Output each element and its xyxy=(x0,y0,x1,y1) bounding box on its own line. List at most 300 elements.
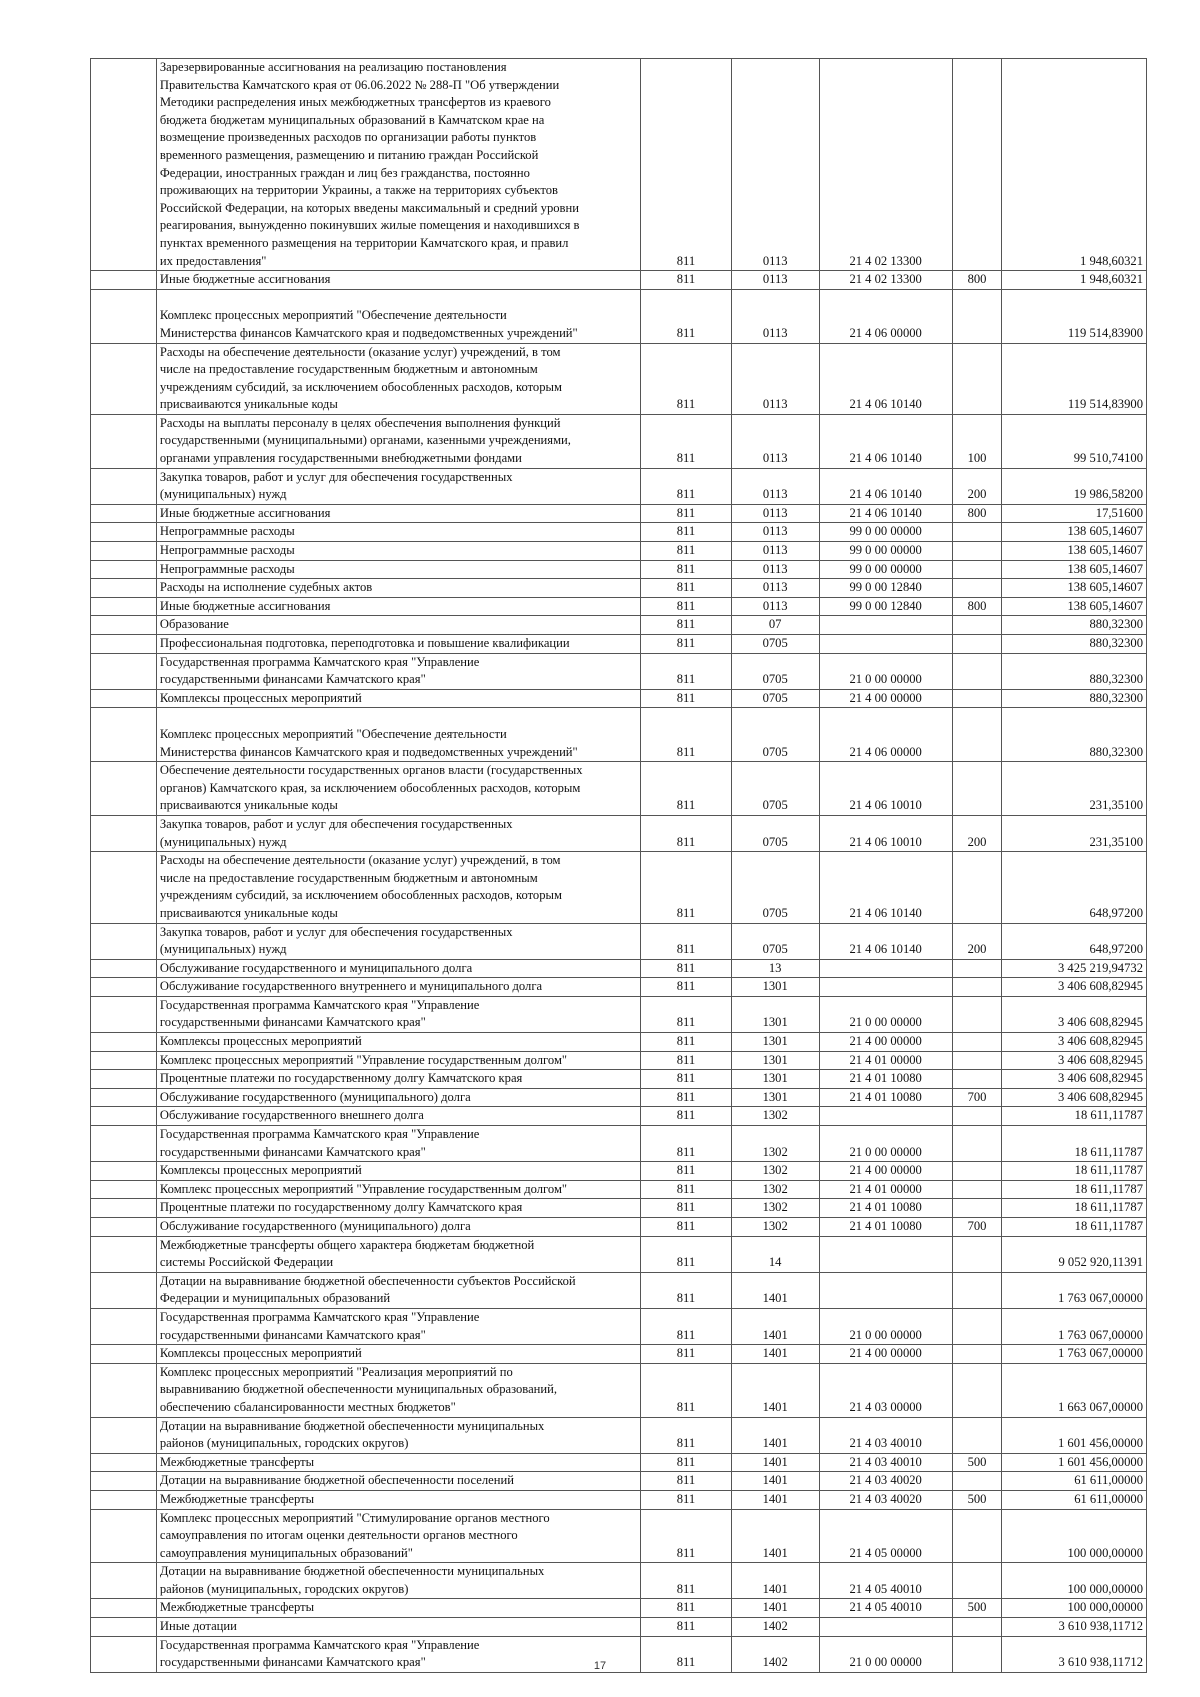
budget-table xyxy=(90,58,1147,1673)
amount-cell: 3 406 608,82945 xyxy=(1002,996,1147,1032)
table-row xyxy=(91,689,1147,708)
row-number-cell xyxy=(91,1509,157,1563)
amount-cell: 231,35100 xyxy=(1002,815,1147,851)
description-cell: Комплексы процессных мероприятий xyxy=(156,1033,640,1052)
description-cell: Расходы на выплаты персоналу в целях обеспечения выполнения функций государственными (муниципальными) органами, казенными учреждениями, органами управления государственными внебюджетными фондами xyxy=(156,414,640,468)
expense-type-cell xyxy=(952,616,1002,635)
expense-type-cell xyxy=(952,1363,1002,1417)
row-number-cell xyxy=(91,1236,157,1272)
grbs-cell: 811 xyxy=(641,1453,731,1472)
grbs-cell: 811 xyxy=(641,1509,731,1563)
table-row xyxy=(91,852,1147,923)
section-cell: 0705 xyxy=(731,653,819,689)
expense-type-cell xyxy=(952,1236,1002,1272)
description-cell: Дотации на выравнивание бюджетной обеспеченности субъектов Российской Федерации и муниципальных образований xyxy=(156,1272,640,1308)
expense-type-cell: 100 xyxy=(952,414,1002,468)
description-cell: Непрограммные расходы xyxy=(156,542,640,561)
table-row xyxy=(91,289,1147,343)
expense-type-cell: 500 xyxy=(952,1599,1002,1618)
amount-cell: 100 000,00000 xyxy=(1002,1563,1147,1599)
description-cell: Комплексы процессных мероприятий xyxy=(156,1345,640,1364)
target-article-cell: 21 4 06 10140 xyxy=(819,468,952,504)
expense-type-cell xyxy=(952,1033,1002,1052)
amount-cell: 61 611,00000 xyxy=(1002,1490,1147,1509)
amount-cell: 3 425 219,94732 xyxy=(1002,959,1147,978)
expense-type-cell xyxy=(952,343,1002,414)
table-row xyxy=(91,1618,1147,1637)
grbs-cell: 811 xyxy=(641,1272,731,1308)
description-cell: Обслуживание государственного внешнего долга xyxy=(156,1107,640,1126)
table-row xyxy=(91,1417,1147,1453)
table-row xyxy=(91,1218,1147,1237)
row-number-cell xyxy=(91,289,157,343)
grbs-cell: 811 xyxy=(641,978,731,997)
amount-cell: 138 605,14607 xyxy=(1002,523,1147,542)
amount-cell: 99 510,74100 xyxy=(1002,414,1147,468)
target-article-cell xyxy=(819,959,952,978)
amount-cell: 138 605,14607 xyxy=(1002,542,1147,561)
description-cell: Государственная программа Камчатского края "Управление государственными финансами Камчатского края" xyxy=(156,1308,640,1344)
row-number-cell xyxy=(91,1051,157,1070)
table-row xyxy=(91,343,1147,414)
target-article-cell xyxy=(819,978,952,997)
section-cell: 0113 xyxy=(731,542,819,561)
table-row xyxy=(91,1199,1147,1218)
expense-type-cell: 500 xyxy=(952,1490,1002,1509)
description-cell: Комплекс процессных мероприятий "Обеспечение деятельности Министерства финансов Камчатского края и подведомственных учреждений" xyxy=(156,708,640,762)
expense-type-cell xyxy=(952,1199,1002,1218)
target-article-cell: 21 0 00 00000 xyxy=(819,653,952,689)
description-cell: Комплексы процессных мероприятий xyxy=(156,1162,640,1181)
description-cell: Обеспечение деятельности государственных органов власти (государственных органов) Камчатского края, за исключением обособленных расходов, которым присваиваются уникальные коды xyxy=(156,762,640,816)
amount-cell: 3 610 938,11712 xyxy=(1002,1636,1147,1672)
amount-cell: 880,32300 xyxy=(1002,653,1147,689)
grbs-cell: 811 xyxy=(641,1417,731,1453)
expense-type-cell xyxy=(952,1308,1002,1344)
grbs-cell: 811 xyxy=(641,762,731,816)
row-number-cell xyxy=(91,597,157,616)
description-cell: Образование xyxy=(156,616,640,635)
description-cell: Иные дотации xyxy=(156,1618,640,1637)
section-cell: 0113 xyxy=(731,343,819,414)
target-article-cell: 21 4 01 10080 xyxy=(819,1199,952,1218)
section-cell: 14 xyxy=(731,1236,819,1272)
expense-type-cell xyxy=(952,1563,1002,1599)
row-number-cell xyxy=(91,635,157,654)
grbs-cell: 811 xyxy=(641,271,731,290)
expense-type-cell: 800 xyxy=(952,504,1002,523)
table-row xyxy=(91,468,1147,504)
expense-type-cell xyxy=(952,289,1002,343)
grbs-cell: 811 xyxy=(641,1180,731,1199)
description-cell: Межбюджетные трансферты xyxy=(156,1599,640,1618)
amount-cell: 1 763 067,00000 xyxy=(1002,1308,1147,1344)
table-row xyxy=(91,1345,1147,1364)
amount-cell: 1 763 067,00000 xyxy=(1002,1345,1147,1364)
table-row xyxy=(91,1126,1147,1162)
description-cell: Непрограммные расходы xyxy=(156,560,640,579)
grbs-cell: 811 xyxy=(641,468,731,504)
target-article-cell: 99 0 00 00000 xyxy=(819,523,952,542)
section-cell: 1401 xyxy=(731,1417,819,1453)
target-article-cell: 21 4 00 00000 xyxy=(819,1033,952,1052)
section-cell: 0705 xyxy=(731,815,819,851)
description-cell: Профессиональная подготовка, переподготовка и повышение квалификации xyxy=(156,635,640,654)
description-cell: Обслуживание государственного внутреннего и муниципального долга xyxy=(156,978,640,997)
target-article-cell: 21 0 00 00000 xyxy=(819,1308,952,1344)
amount-cell: 3 610 938,11712 xyxy=(1002,1618,1147,1637)
grbs-cell: 811 xyxy=(641,579,731,598)
section-cell: 1302 xyxy=(731,1162,819,1181)
row-number-cell xyxy=(91,1563,157,1599)
description-cell: Обслуживание государственного и муниципального долга xyxy=(156,959,640,978)
expense-type-cell xyxy=(952,1070,1002,1089)
grbs-cell: 811 xyxy=(641,1563,731,1599)
amount-cell: 119 514,83900 xyxy=(1002,343,1147,414)
amount-cell: 231,35100 xyxy=(1002,762,1147,816)
table-row xyxy=(91,1180,1147,1199)
row-number-cell xyxy=(91,1472,157,1491)
target-article-cell: 21 4 03 00000 xyxy=(819,1363,952,1417)
section-cell: 1301 xyxy=(731,978,819,997)
grbs-cell: 811 xyxy=(641,59,731,271)
amount-cell: 3 406 608,82945 xyxy=(1002,1088,1147,1107)
table-row xyxy=(91,635,1147,654)
expense-type-cell xyxy=(952,542,1002,561)
expense-type-cell xyxy=(952,1107,1002,1126)
section-cell: 1401 xyxy=(731,1345,819,1364)
amount-cell: 880,32300 xyxy=(1002,635,1147,654)
target-article-cell: 21 4 06 10140 xyxy=(819,852,952,923)
target-article-cell: 99 0 00 12840 xyxy=(819,597,952,616)
description-cell: Иные бюджетные ассигнования xyxy=(156,271,640,290)
expense-type-cell xyxy=(952,708,1002,762)
description-cell: Обслуживание государственного (муниципального) долга xyxy=(156,1088,640,1107)
section-cell: 0705 xyxy=(731,635,819,654)
target-article-cell: 21 4 03 40020 xyxy=(819,1490,952,1509)
description-cell: Закупка товаров, работ и услуг для обеспечения государственных (муниципальных) нужд xyxy=(156,468,640,504)
section-cell: 0705 xyxy=(731,708,819,762)
section-cell: 0113 xyxy=(731,59,819,271)
section-cell: 1302 xyxy=(731,1218,819,1237)
table-row xyxy=(91,708,1147,762)
description-cell: Комплексы процессных мероприятий xyxy=(156,689,640,708)
description-cell: Комплекс процессных мероприятий "Обеспечение деятельности Министерства финансов Камчатского края и подведомственных учреждений" xyxy=(156,289,640,343)
description-cell: Иные бюджетные ассигнования xyxy=(156,597,640,616)
section-cell: 0113 xyxy=(731,579,819,598)
grbs-cell: 811 xyxy=(641,1033,731,1052)
table-row xyxy=(91,1509,1147,1563)
table-row xyxy=(91,1272,1147,1308)
target-article-cell: 21 4 06 10140 xyxy=(819,414,952,468)
expense-type-cell xyxy=(952,1180,1002,1199)
expense-type-cell xyxy=(952,689,1002,708)
table-row xyxy=(91,1162,1147,1181)
amount-cell: 100 000,00000 xyxy=(1002,1599,1147,1618)
table-row xyxy=(91,1453,1147,1472)
grbs-cell: 811 xyxy=(641,1236,731,1272)
row-number-cell xyxy=(91,815,157,851)
table-row xyxy=(91,504,1147,523)
description-cell: Межбюджетные трансферты xyxy=(156,1453,640,1472)
section-cell: 1302 xyxy=(731,1126,819,1162)
expense-type-cell: 700 xyxy=(952,1088,1002,1107)
target-article-cell xyxy=(819,1272,952,1308)
row-number-cell xyxy=(91,468,157,504)
row-number-cell xyxy=(91,1199,157,1218)
row-number-cell xyxy=(91,504,157,523)
row-number-cell xyxy=(91,762,157,816)
expense-type-cell: 800 xyxy=(952,597,1002,616)
grbs-cell: 811 xyxy=(641,1636,731,1672)
row-number-cell xyxy=(91,959,157,978)
expense-type-cell xyxy=(952,1472,1002,1491)
row-number-cell xyxy=(91,1618,157,1637)
table-row xyxy=(91,414,1147,468)
grbs-cell: 811 xyxy=(641,1218,731,1237)
row-number-cell xyxy=(91,1453,157,1472)
table-row xyxy=(91,1107,1147,1126)
amount-cell: 61 611,00000 xyxy=(1002,1472,1147,1491)
target-article-cell: 21 4 06 00000 xyxy=(819,289,952,343)
amount-cell: 1 601 456,00000 xyxy=(1002,1453,1147,1472)
description-cell: Межбюджетные трансферты xyxy=(156,1490,640,1509)
row-number-cell xyxy=(91,1599,157,1618)
row-number-cell xyxy=(91,616,157,635)
section-cell: 0705 xyxy=(731,689,819,708)
table-row xyxy=(91,1088,1147,1107)
target-article-cell: 21 0 00 00000 xyxy=(819,1126,952,1162)
amount-cell: 100 000,00000 xyxy=(1002,1509,1147,1563)
amount-cell: 18 611,11787 xyxy=(1002,1218,1147,1237)
target-article-cell: 21 4 03 40010 xyxy=(819,1417,952,1453)
description-cell: Закупка товаров, работ и услуг для обеспечения государственных (муниципальных) нужд xyxy=(156,923,640,959)
row-number-cell xyxy=(91,1107,157,1126)
table-row xyxy=(91,59,1147,271)
description-cell: Зарезервированные ассигнования на реализацию постановления Правительства Камчатского края от 06.06.2022 № 288-П "Об утверждении Методики распределения иных межбюджетных трансфертов из краевого бюджета бюджетам муниципальных образований в Камчатском крае на возмещение произведенных расходов по организации работы пунктов временного размещения, размещению и питанию граждан Российской Федерации, иностранных граждан и лиц без гражданства, постоянно проживающих на территории Украины, а также на территориях субъектов Российской Федерации, на которых введены максимальный и средний уровни реагирования, вынужденно покинувших жилые помещения и находившихся в пунктах временного размещения на территории Камчатского края, и правил их предоставления" xyxy=(156,59,640,271)
grbs-cell: 811 xyxy=(641,343,731,414)
row-number-cell xyxy=(91,560,157,579)
amount-cell: 3 406 608,82945 xyxy=(1002,1033,1147,1052)
section-cell: 1302 xyxy=(731,1199,819,1218)
row-number-cell xyxy=(91,579,157,598)
target-article-cell: 21 4 03 40020 xyxy=(819,1472,952,1491)
amount-cell: 119 514,83900 xyxy=(1002,289,1147,343)
amount-cell: 3 406 608,82945 xyxy=(1002,978,1147,997)
target-article-cell xyxy=(819,1107,952,1126)
section-cell: 0705 xyxy=(731,923,819,959)
description-cell: Государственная программа Камчатского края "Управление государственными финансами Камчатского края" xyxy=(156,653,640,689)
expense-type-cell xyxy=(952,978,1002,997)
expense-type-cell: 200 xyxy=(952,923,1002,959)
description-cell: Государственная программа Камчатского края "Управление государственными финансами Камчатского края" xyxy=(156,1636,640,1672)
grbs-cell: 811 xyxy=(641,1618,731,1637)
section-cell: 0113 xyxy=(731,560,819,579)
grbs-cell: 811 xyxy=(641,1599,731,1618)
target-article-cell: 21 4 06 10140 xyxy=(819,923,952,959)
grbs-cell: 811 xyxy=(641,1070,731,1089)
expense-type-cell xyxy=(952,1509,1002,1563)
description-cell: Комплекс процессных мероприятий "Стимулирование органов местного самоуправления по итогам оценки деятельности органов местного самоуправления муниципальных образований" xyxy=(156,1509,640,1563)
description-cell: Дотации на выравнивание бюджетной обеспеченности муниципальных районов (муниципальных, городских округов) xyxy=(156,1563,640,1599)
amount-cell: 9 052 920,11391 xyxy=(1002,1236,1147,1272)
expense-type-cell xyxy=(952,959,1002,978)
target-article-cell: 21 0 00 00000 xyxy=(819,1636,952,1672)
grbs-cell: 811 xyxy=(641,597,731,616)
expense-type-cell xyxy=(952,1126,1002,1162)
table-row xyxy=(91,1033,1147,1052)
amount-cell: 1 948,60321 xyxy=(1002,59,1147,271)
section-cell: 13 xyxy=(731,959,819,978)
table-row xyxy=(91,1472,1147,1491)
expense-type-cell xyxy=(952,1417,1002,1453)
target-article-cell: 21 4 06 10140 xyxy=(819,504,952,523)
grbs-cell: 811 xyxy=(641,1088,731,1107)
expense-type-cell: 500 xyxy=(952,1453,1002,1472)
section-cell: 0113 xyxy=(731,468,819,504)
amount-cell: 18 611,11787 xyxy=(1002,1126,1147,1162)
expense-type-cell xyxy=(952,59,1002,271)
section-cell: 0113 xyxy=(731,523,819,542)
target-article-cell: 21 4 03 40010 xyxy=(819,1453,952,1472)
target-article-cell xyxy=(819,1618,952,1637)
table-row xyxy=(91,1490,1147,1509)
grbs-cell: 811 xyxy=(641,708,731,762)
row-number-cell xyxy=(91,1345,157,1364)
target-article-cell: 21 0 00 00000 xyxy=(819,996,952,1032)
target-article-cell: 21 4 06 10140 xyxy=(819,343,952,414)
row-number-cell xyxy=(91,414,157,468)
table-row xyxy=(91,1563,1147,1599)
grbs-cell: 811 xyxy=(641,815,731,851)
expense-type-cell: 800 xyxy=(952,271,1002,290)
amount-cell: 3 406 608,82945 xyxy=(1002,1070,1147,1089)
section-cell: 1401 xyxy=(731,1308,819,1344)
target-article-cell: 99 0 00 12840 xyxy=(819,579,952,598)
row-number-cell xyxy=(91,923,157,959)
row-number-cell xyxy=(91,271,157,290)
grbs-cell: 811 xyxy=(641,1199,731,1218)
expense-type-cell xyxy=(952,762,1002,816)
expense-type-cell xyxy=(952,852,1002,923)
section-cell: 0705 xyxy=(731,762,819,816)
expense-type-cell xyxy=(952,1272,1002,1308)
target-article-cell: 21 4 01 00000 xyxy=(819,1051,952,1070)
target-article-cell xyxy=(819,1236,952,1272)
section-cell: 1301 xyxy=(731,996,819,1032)
table-row xyxy=(91,762,1147,816)
table-row xyxy=(91,978,1147,997)
table-row xyxy=(91,1070,1147,1089)
amount-cell: 880,32300 xyxy=(1002,689,1147,708)
row-number-cell xyxy=(91,542,157,561)
grbs-cell: 811 xyxy=(641,635,731,654)
target-article-cell: 21 4 00 00000 xyxy=(819,1345,952,1364)
grbs-cell: 811 xyxy=(641,616,731,635)
amount-cell: 138 605,14607 xyxy=(1002,579,1147,598)
expense-type-cell: 200 xyxy=(952,468,1002,504)
description-cell: Межбюджетные трансферты общего характера бюджетам бюджетной системы Российской Федерации xyxy=(156,1236,640,1272)
target-article-cell: 21 4 02 13300 xyxy=(819,59,952,271)
grbs-cell: 811 xyxy=(641,1472,731,1491)
row-number-cell xyxy=(91,1417,157,1453)
section-cell: 1301 xyxy=(731,1070,819,1089)
row-number-cell xyxy=(91,1308,157,1344)
row-number-cell xyxy=(91,59,157,271)
section-cell: 07 xyxy=(731,616,819,635)
target-article-cell: 99 0 00 00000 xyxy=(819,560,952,579)
table-row xyxy=(91,616,1147,635)
grbs-cell: 811 xyxy=(641,414,731,468)
row-number-cell xyxy=(91,1162,157,1181)
grbs-cell: 811 xyxy=(641,1345,731,1364)
section-cell: 0113 xyxy=(731,597,819,616)
description-cell: Дотации на выравнивание бюджетной обеспеченности муниципальных районов (муниципальных, городских округов) xyxy=(156,1417,640,1453)
section-cell: 1402 xyxy=(731,1636,819,1672)
expense-type-cell xyxy=(952,579,1002,598)
target-article-cell xyxy=(819,616,952,635)
expense-type-cell xyxy=(952,996,1002,1032)
amount-cell: 648,97200 xyxy=(1002,852,1147,923)
description-cell: Обслуживание государственного (муниципального) долга xyxy=(156,1218,640,1237)
section-cell: 0113 xyxy=(731,504,819,523)
table-row xyxy=(91,653,1147,689)
description-cell: Комплекс процессных мероприятий "Управление государственным долгом" xyxy=(156,1180,640,1199)
grbs-cell: 811 xyxy=(641,504,731,523)
expense-type-cell: 700 xyxy=(952,1218,1002,1237)
description-cell: Комплекс процессных мероприятий "Реализация мероприятий по выравниванию бюджетной обеспеченности муниципальных образований, обеспечению сбалансированности местных бюджетов" xyxy=(156,1363,640,1417)
row-number-cell xyxy=(91,1070,157,1089)
row-number-cell xyxy=(91,1180,157,1199)
section-cell: 1402 xyxy=(731,1618,819,1637)
table-row xyxy=(91,1308,1147,1344)
table-row xyxy=(91,560,1147,579)
grbs-cell: 811 xyxy=(641,1162,731,1181)
description-cell: Дотации на выравнивание бюджетной обеспеченности поселений xyxy=(156,1472,640,1491)
table-row xyxy=(91,271,1147,290)
budget-table-page xyxy=(90,58,1147,1673)
target-article-cell: 21 4 01 10080 xyxy=(819,1218,952,1237)
table-row xyxy=(91,579,1147,598)
section-cell: 0705 xyxy=(731,852,819,923)
grbs-cell: 811 xyxy=(641,852,731,923)
table-row xyxy=(91,996,1147,1032)
amount-cell: 18 611,11787 xyxy=(1002,1107,1147,1126)
grbs-cell: 811 xyxy=(641,289,731,343)
section-cell: 1401 xyxy=(731,1272,819,1308)
grbs-cell: 811 xyxy=(641,1363,731,1417)
target-article-cell: 21 4 05 40010 xyxy=(819,1599,952,1618)
expense-type-cell xyxy=(952,1051,1002,1070)
grbs-cell: 811 xyxy=(641,923,731,959)
description-cell: Иные бюджетные ассигнования xyxy=(156,504,640,523)
section-cell: 1401 xyxy=(731,1363,819,1417)
table-row xyxy=(91,1051,1147,1070)
target-article-cell: 21 4 00 00000 xyxy=(819,689,952,708)
amount-cell: 1 948,60321 xyxy=(1002,271,1147,290)
table-row xyxy=(91,815,1147,851)
expense-type-cell: 200 xyxy=(952,815,1002,851)
section-cell: 1301 xyxy=(731,1051,819,1070)
row-number-cell xyxy=(91,343,157,414)
target-article-cell: 21 4 05 00000 xyxy=(819,1509,952,1563)
grbs-cell: 811 xyxy=(641,653,731,689)
amount-cell: 18 611,11787 xyxy=(1002,1180,1147,1199)
description-cell: Процентные платежи по государственному долгу Камчатского края xyxy=(156,1199,640,1218)
description-cell: Расходы на исполнение судебных актов xyxy=(156,579,640,598)
target-article-cell: 21 4 01 00000 xyxy=(819,1180,952,1199)
section-cell: 1401 xyxy=(731,1490,819,1509)
